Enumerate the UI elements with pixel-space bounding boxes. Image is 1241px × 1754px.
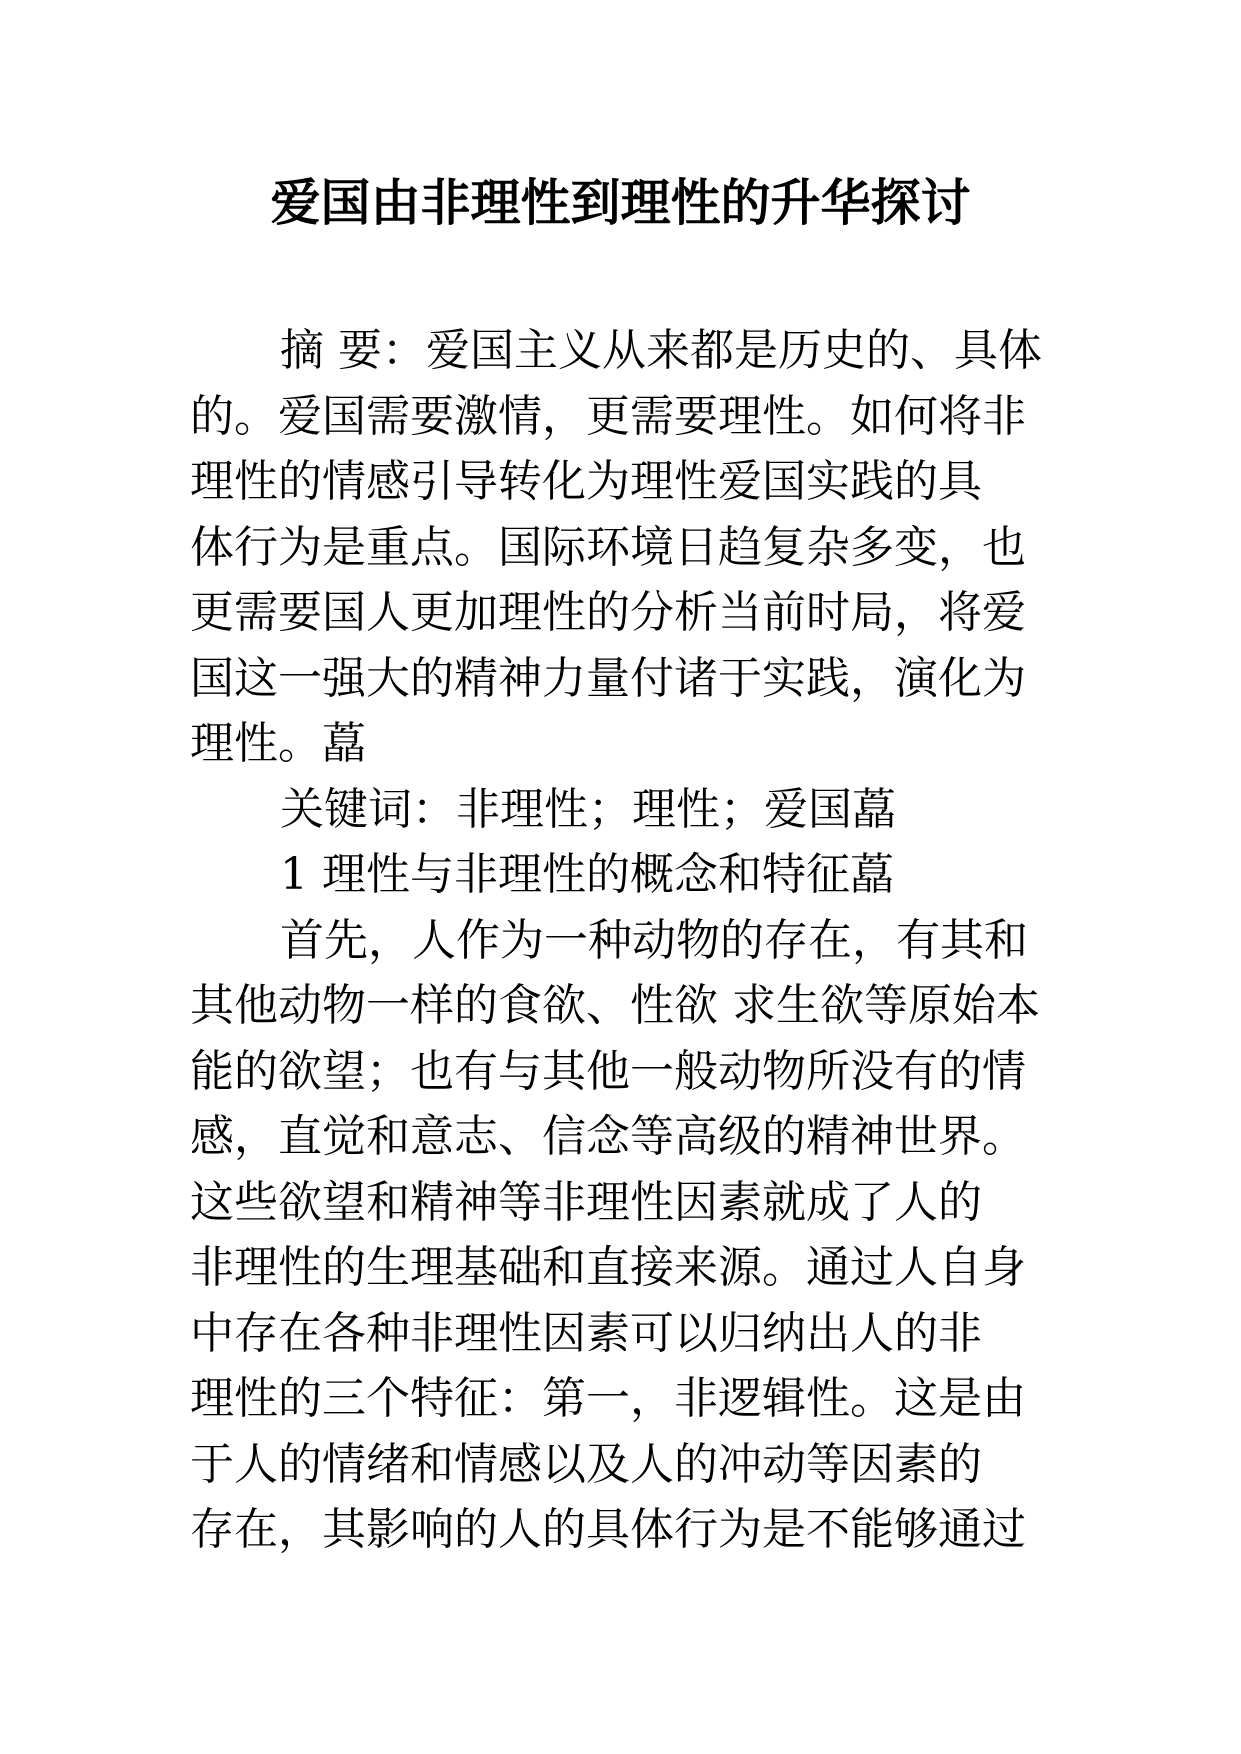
abstract-line: 理性。藠: [190, 718, 366, 769]
abstract-line: 摘 要：爱国主义从来都是历史的、具体: [280, 325, 1042, 376]
body-paragraph-line: 首先，人作为一种动物的存在，有其和: [280, 914, 1028, 966]
abstract-line: 理性的情感引导转化为理性爱国实践的具: [190, 456, 982, 507]
body-paragraph-line: 于人的情绪和情感以及人的冲动等因素的: [190, 1438, 982, 1490]
body-paragraph-line: 感，直觉和意志、信念等高级的精神世界。: [190, 1111, 1026, 1162]
abstract-line: 更需要国人更加理性的分析当前时局，将爱: [190, 587, 1026, 638]
body-paragraph-line: 中存在各种非理性因素可以归纳出人的非: [190, 1307, 982, 1359]
abstract-line: 体行为是重点。国际环境日趋复杂多变，也: [190, 521, 1026, 573]
document-body: [190, 318, 1070, 1563]
body-paragraph-line: 其他动物一样的食欲、性欲 求生欲等原始本: [190, 980, 1040, 1031]
abstract-line: 国这一强大的精神力量付诸于实践，演化为: [190, 652, 1026, 704]
abstract-line: 的。爱国需要激情，更需要理性。如何将非: [190, 390, 1026, 442]
section-heading: 1 理性与非理性的概念和特征藠: [280, 849, 894, 900]
body-paragraph-line: 这些欲望和精神等非理性因素就成了人的: [190, 1176, 982, 1228]
body-paragraph-line: 非理性的生理基础和直接来源。通过人自身: [190, 1242, 1026, 1293]
document-title: 爱国由非理性到理性的升华探讨: [270, 174, 971, 232]
body-paragraph-line: 能的欲望；也有与其他一般动物所没有的情: [190, 1045, 1026, 1097]
keywords-line: 关键词：非理性；理性；爱国藠: [280, 783, 896, 835]
body-paragraph-line: 理性的三个特征：第一，非逻辑性。这是由: [190, 1373, 1026, 1424]
body-paragraph-line: 存在，其影响的人的具体行为是不能够通过: [190, 1504, 1026, 1555]
